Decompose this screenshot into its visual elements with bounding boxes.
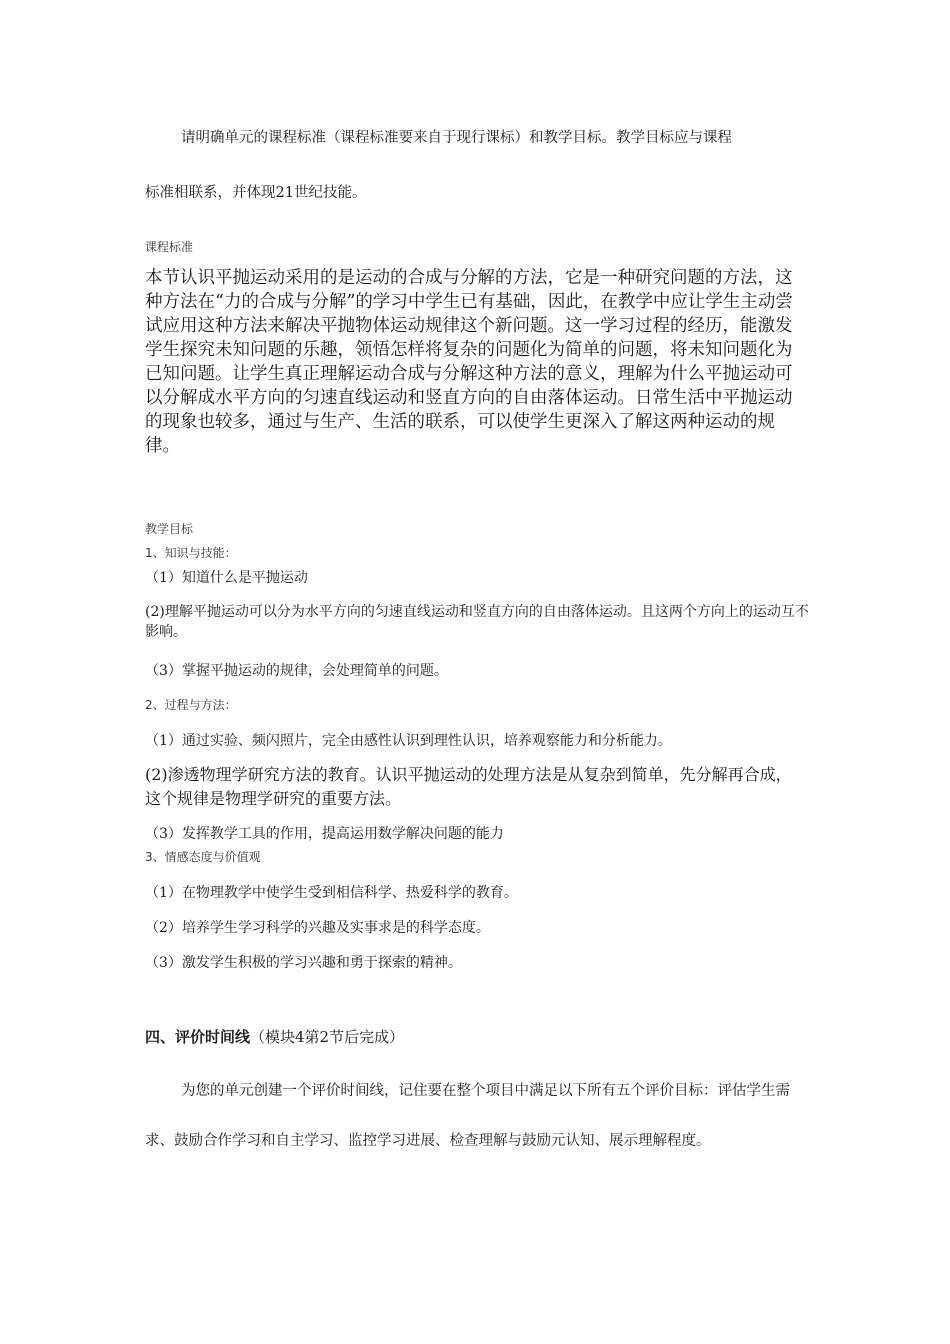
- attitude-item-1: （1）在物理教学中使学生受到相信科学、热爱科学的教育。: [145, 885, 518, 901]
- intro-line-1: 请明确单元的课程标准（课程标准要来自于现行课标）和教学目标。教学目标应与课程: [181, 130, 732, 146]
- process-item-2: (2)渗透物理学研究方法的教育。认识平抛运动的处理方法是从复杂到简单，先分解再合成，这个规律是物理学研究的重要方法。: [145, 765, 792, 808]
- section4-body: 为您的单元创建一个评价时间线，记住要在整个项目中满足以下所有五个评价目标：评估学生需求、鼓励合作学习和自主学习、监控学习进展、检查理解与鼓励元认知、展示理解程度。: [145, 1083, 790, 1149]
- knowledge-item-2: (2)理解平抛运动可以分为水平方向的匀速直线运动和竖直方向的自由落体运动。且这两个方向上的运动互不影响。: [145, 604, 809, 640]
- attitude-item-2: （2）培养学生学习科学的兴趣及实事求是的科学态度。: [145, 920, 490, 936]
- knowledge-title: 1、知识与技能：: [145, 546, 237, 560]
- knowledge-item-1: （1）知道什么是平抛运动: [145, 570, 308, 586]
- process-title: 2、过程与方法：: [145, 698, 237, 712]
- knowledge-item-3: （3）掌握平抛运动的规律，会处理简单的问题。: [145, 663, 448, 679]
- process-item-1: （1）通过实验、频闪照片，完全由感性认识到理性认识，培养观察能力和分析能力。: [145, 733, 672, 749]
- section4-heading: [145, 1027, 815, 1047]
- curriculum-body: 本节认识平抛运动采用的是运动的合成与分解的方法，它是一种研究问题的方法，这种方法在“力的合成与分解”的学习中学生已有基础，因此，在教学中应让学生主动尝试应用这种方法来解决平抛物体运动规律这个新问题。这一学习过程的经历，能激发学生探究未知问题的乐趣，领悟怎样将复杂的问题化为简单的问题，将未知问题化为已知问题。让学生真正理解运动合成与分解这种方法的意义，理解为什么平抛运动可以分解成水平方向的匀速直线运动和竖直方向的自由落体运动。日常生活中平抛运动的现象也较多，通过与生产、生活的联系，可以使学生更深入了解这两种运动的规律。: [145, 268, 793, 456]
- objectives-label: 教学目标: [145, 522, 194, 536]
- curriculum-label: 课程标准: [145, 240, 194, 254]
- intro-line-2: 标准相联系，并体现21世纪技能。: [145, 185, 367, 201]
- process-item-3: （3）发挥教学工具的作用，提高运用数学解决问题的能力: [145, 826, 504, 842]
- section4-heading-sub: （模块4第2节后完成）: [250, 1028, 405, 1046]
- attitude-title: 3、情感态度与价值观: [145, 850, 261, 864]
- attitude-item-3: （3）激发学生积极的学习兴趣和勇于探索的精神。: [145, 955, 462, 971]
- section4-heading-text: 四、评价时间线: [145, 1028, 251, 1046]
